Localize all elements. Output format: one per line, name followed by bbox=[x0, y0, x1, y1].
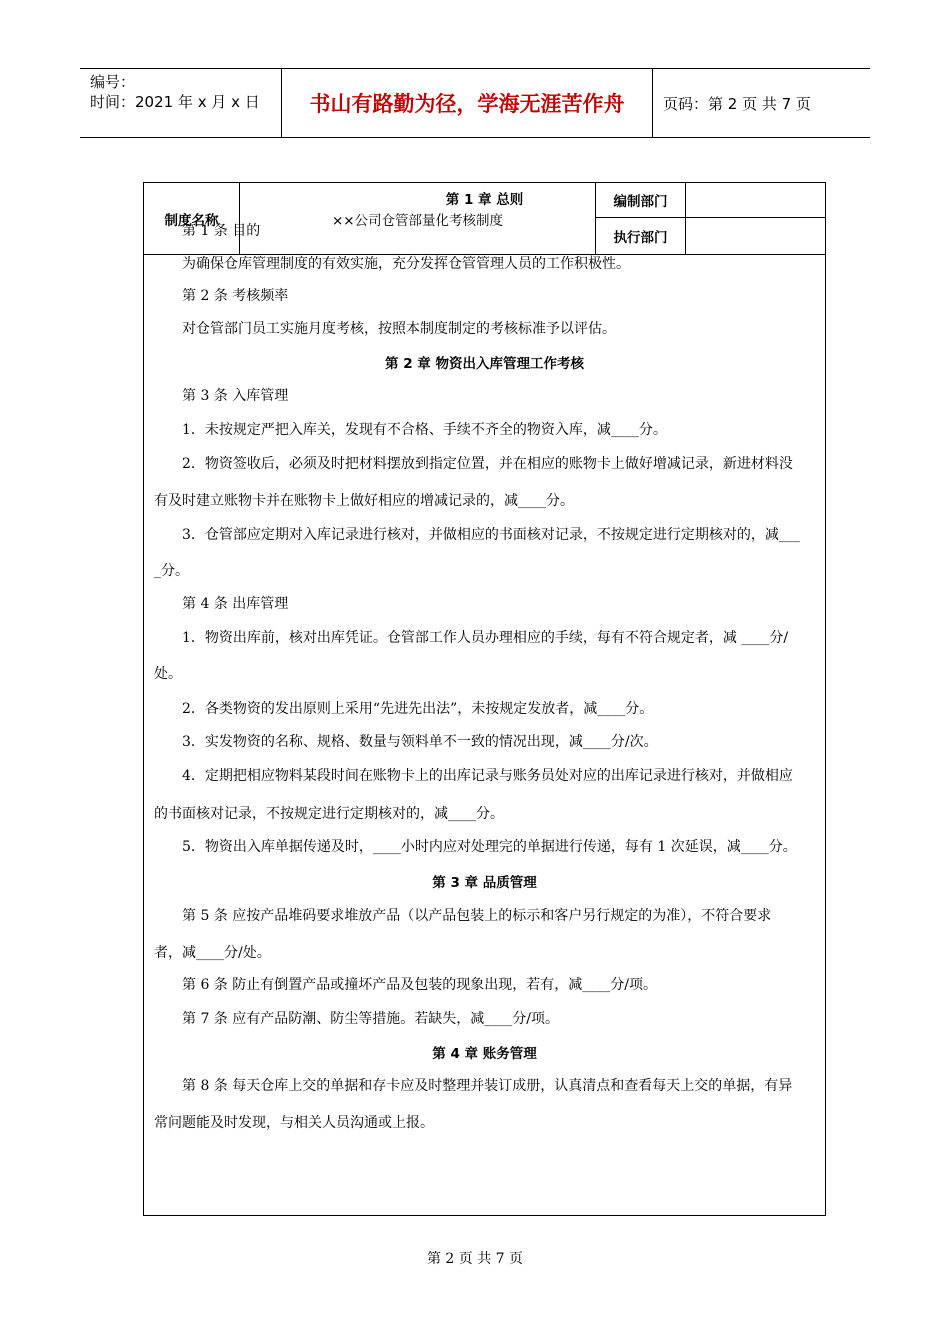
body-line: 5．物资出入库单据传递及时，____小时内应对处理完的单据进行传递，每有 1 次延误，减____分。 bbox=[182, 839, 797, 855]
body-line: 第 6 条 防止有倒置产品或撞坏产品及包装的现象出现，若有，减____分/项。 bbox=[182, 977, 657, 993]
body-line: 3．仓管部应定期对入库记录进行核对，并做相应的书面核对记录，不按规定进行定期核对的，减___ bbox=[182, 527, 800, 543]
body-line: 者，减____分/处。 bbox=[154, 945, 271, 961]
body-line: 有及时建立账物卡并在账物卡上做好相应的增减记录的，减____分。 bbox=[154, 493, 574, 509]
page-header bbox=[80, 68, 870, 138]
body-line: 第 8 条 每天仓库上交的单据和存卡应及时整理并装订成册，认真清点和查看每天上交的单据，有异 bbox=[182, 1078, 793, 1094]
chapter-heading: 第 1 章 总则 bbox=[445, 192, 524, 208]
body-line: 4．定期把相应物料某段时间在账物卡上的出库记录与账务员处对应的出库记录进行核对，并做相应 bbox=[182, 768, 793, 784]
body-line: 2．各类物资的发出原则上采用“先进先出法”，未按规定发放者，减____分。 bbox=[182, 701, 654, 717]
exec-label: 执行部门 bbox=[613, 230, 668, 246]
chapter-heading: 第 4 章 账务管理 bbox=[432, 1046, 537, 1062]
page-label-text: 页码：第 2 页 共 7 页 bbox=[663, 94, 811, 113]
dept-label: 编制部门 bbox=[613, 194, 668, 210]
name-label: 制度名称 bbox=[164, 212, 219, 229]
body-line: 第 4 条 出库管理 bbox=[182, 596, 289, 612]
body-line: _分。 bbox=[154, 563, 189, 579]
body-line: 1．物资出库前，核对出库凭证。仓管部工作人员办理相应的手续，每有不符合规定者，减 ____分/ bbox=[182, 630, 789, 646]
body-line: 第 1 条 目的 bbox=[182, 223, 261, 239]
header-slogan: 书山有路勤为径，学海无涯苦作舟 bbox=[282, 69, 653, 137]
body-line: 第 7 条 应有产品防潮、防尘等措施。若缺失，减____分/项。 bbox=[182, 1011, 559, 1027]
chapter-heading: 第 2 章 物资出入库管理工作考核 bbox=[385, 356, 584, 372]
header-meta bbox=[80, 69, 282, 137]
name-value: ××公司仓管部量化考核制度 bbox=[331, 212, 504, 229]
body-line: 2．物资签收后，必须及时把材料摆放到指定位置，并在相应的账物卡上做好增减记录，新进材料没 bbox=[182, 456, 793, 472]
page-footer: 第 2 页 共 7 页 bbox=[426, 1251, 524, 1267]
header-page-label bbox=[663, 69, 868, 137]
body-line: 3．实发物资的名称、规格、数量与领料单不一致的情况出现，减____分/次。 bbox=[182, 734, 658, 750]
body-line: 第 2 条 考核频率 bbox=[182, 288, 289, 304]
body-line: 第 5 条 应按产品堆码要求堆放产品（以产品包装上的标示和客户另行规定的为准），不符合要求 bbox=[182, 908, 772, 924]
body-line: 1．未按规定严把入库关，发现有不合格、手续不齐全的物资入库，减____分。 bbox=[182, 422, 667, 438]
body-line: 处。 bbox=[154, 666, 182, 682]
body-line: 对仓管部门员工实施月度考核，按照本制度制定的考核标准予以评估。 bbox=[182, 321, 616, 337]
chapter-heading: 第 3 章 品质管理 bbox=[432, 875, 537, 891]
body-line: 第 3 条 入库管理 bbox=[182, 388, 289, 404]
document-table bbox=[143, 182, 826, 1216]
body-line: 常问题能及时发现，与相关人员沟通或上报。 bbox=[154, 1115, 434, 1131]
body-line: 为确保仓库管理制度的有效实施，充分发挥仓管管理人员的工作积极性。 bbox=[182, 256, 630, 272]
number-label: 编号： bbox=[90, 73, 136, 91]
body-line: 的书面核对记录，不按规定进行定期核对的，减____分。 bbox=[154, 806, 504, 822]
time-label: 时间：2021 年 x 月 x 日 bbox=[90, 93, 260, 111]
